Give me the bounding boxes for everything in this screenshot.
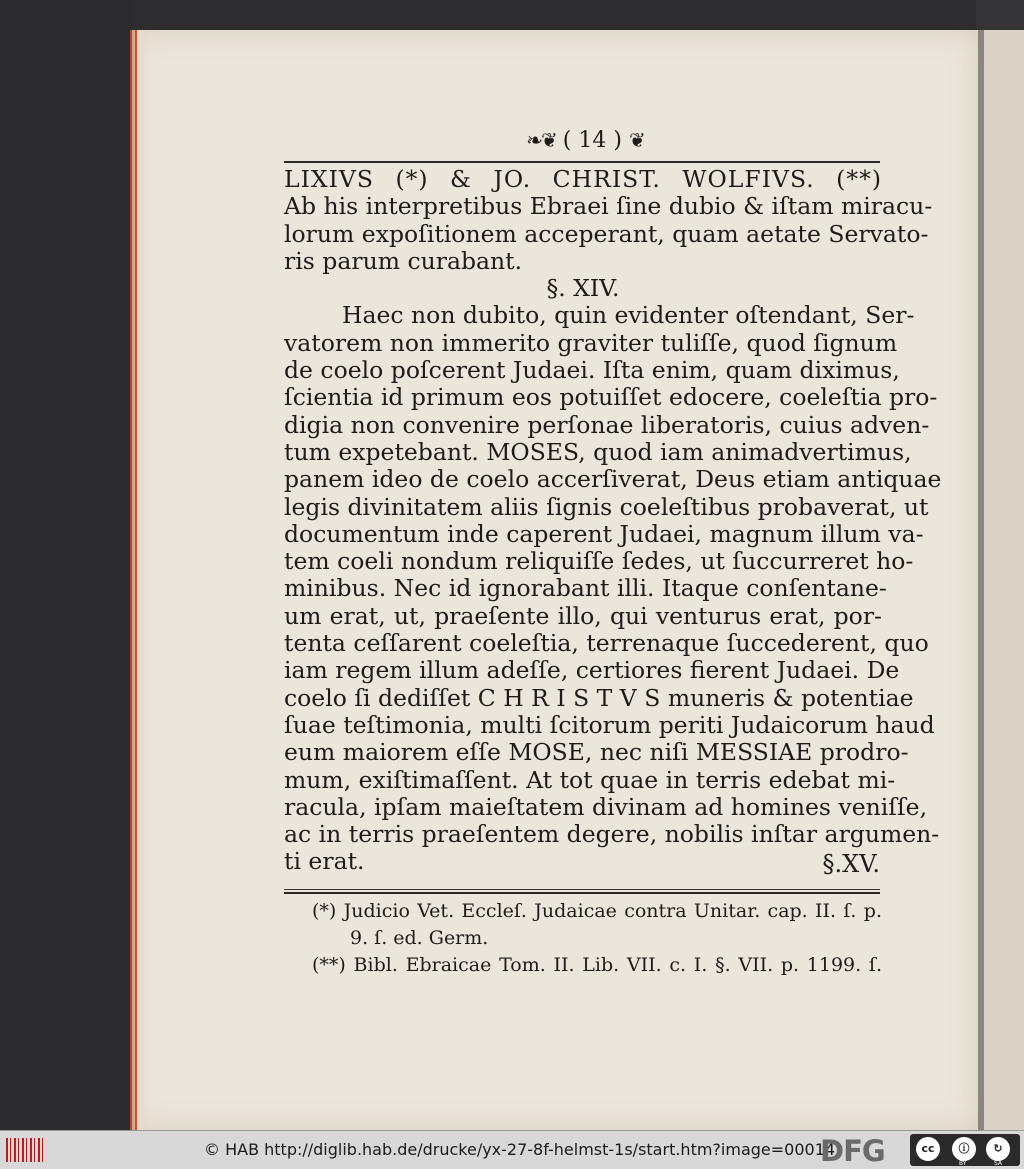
text-line: um erat, ut, praeſente illo, qui venturus erat, por- bbox=[284, 601, 882, 630]
text-line: ac in terris praeſentem degere, nobilis inſtar argumen- bbox=[284, 820, 940, 849]
text-line: Haec non dubito, quin evidenter oſtendant, Ser- bbox=[342, 301, 915, 330]
text-line: ſcientia id primum eos potuiſſet edocere, coeleſtia pro- bbox=[284, 383, 938, 412]
text-line: ti erat. bbox=[284, 847, 365, 876]
scanner-background-top bbox=[0, 0, 1024, 30]
text-line: panem ideo de coelo accerſiverat, Deus etiam antiquae bbox=[284, 465, 942, 494]
text-line: coelo ſi dediſſet C H R I S T V S muneris & potentiae bbox=[284, 683, 914, 712]
text-line: mum, exiſtimaſſent. At tot quae in terris edebat mi- bbox=[284, 765, 896, 794]
text-line: eum maiorem eſſe MOSE, nec niſi MESSIAE prodro- bbox=[284, 738, 909, 767]
page-red-edge bbox=[130, 30, 144, 1130]
footnote-line: (*) Judicio Vet. Eccleſ. Judaicae contra Unitar. cap. II. ſ. p. bbox=[312, 900, 882, 922]
text-line: racula, ipſam maieſtatem divinam ad homines veniſſe, bbox=[284, 792, 928, 821]
footnote-line: 9. ſ. ed. Germ. bbox=[350, 927, 489, 949]
text-line: legis divinitatem aliis ſignis coeleſtibus probaverat, ut bbox=[284, 492, 929, 521]
text-line: vatorem non immerito graviter tuliſſe, quod ſignum bbox=[284, 328, 898, 357]
footnote-rule-thin bbox=[284, 889, 880, 890]
text-line: tum expetebant. MOSES, quod iam animadvertimus, bbox=[284, 437, 912, 466]
scanner-background-left bbox=[0, 0, 132, 1130]
page-number: ( 14 ) bbox=[562, 128, 622, 153]
catchword: §.XV. bbox=[822, 850, 880, 878]
sa-label: SA bbox=[994, 1160, 1003, 1167]
footnote-line: (**) Bibl. Ebraicae Tom. II. Lib. VII. c. I. §. VII. p. 1199. ſ. bbox=[312, 954, 882, 976]
scanner-background-corner bbox=[976, 0, 1024, 30]
ornament-left-icon: ❧❦ bbox=[526, 128, 556, 152]
page-header bbox=[500, 128, 670, 162]
viewer-footer bbox=[0, 1130, 1024, 1169]
section-heading: §. XIV. bbox=[546, 274, 620, 303]
ornament-right-icon: ❦ bbox=[628, 128, 644, 152]
text-line: lorum expoſitionem acceperant, quam aetate Servato- bbox=[284, 219, 929, 248]
copyright-link[interactable]: © HAB http://diglib.hab.de/drucke/yx-27-8f-helmst-1s/start.htm?image=00014 bbox=[204, 1140, 836, 1159]
cc-icon: cc bbox=[916, 1137, 940, 1161]
text-line: Ab his interpretibus Ebraei ſine dubio & iſtam miracu- bbox=[284, 192, 933, 221]
adjacent-page-sliver bbox=[978, 30, 1024, 1130]
text-line: minibus. Nec id ignorabant illi. Itaque conſentane- bbox=[284, 574, 887, 603]
footnotes bbox=[312, 898, 882, 979]
text-line: LIXIVS (*) & JO. CHRIST. WOLFIVS. (**) bbox=[284, 165, 882, 193]
text-line: documentum inde caperent Judaei, magnum illum va- bbox=[284, 519, 924, 548]
text-line: de coelo poſcerent Judaei. Iſta enim, quam diximus, bbox=[284, 356, 900, 385]
license-badge[interactable] bbox=[910, 1134, 1020, 1166]
sa-icon: ↻ bbox=[986, 1137, 1010, 1161]
text-line: tenta ceſſarent coeleſtia, terrenaque ſuccederent, quo bbox=[284, 629, 929, 658]
by-icon: ⓘ bbox=[952, 1137, 976, 1161]
text-line: digia non convenire perſonae liberatoris, cuius adven- bbox=[284, 410, 930, 439]
header-rule bbox=[284, 161, 880, 163]
barcode-icon bbox=[6, 1138, 46, 1162]
by-label: BY bbox=[959, 1160, 967, 1167]
text-line: tem coeli nondum reliquiſſe ſedes, ut ſuccurreret ho- bbox=[284, 547, 914, 576]
text-line: ſuae teſtimonia, multi ſcitorum periti Judaicorum haud bbox=[284, 710, 935, 739]
dfg-logo[interactable]: DFG bbox=[820, 1134, 885, 1168]
text-line: ris parum curabant. bbox=[284, 246, 523, 275]
body-text bbox=[284, 165, 942, 876]
footnote-rule-thick bbox=[284, 892, 880, 894]
text-line: iam regem illum adeſſe, certiores fierent Judaei. De bbox=[284, 656, 900, 685]
